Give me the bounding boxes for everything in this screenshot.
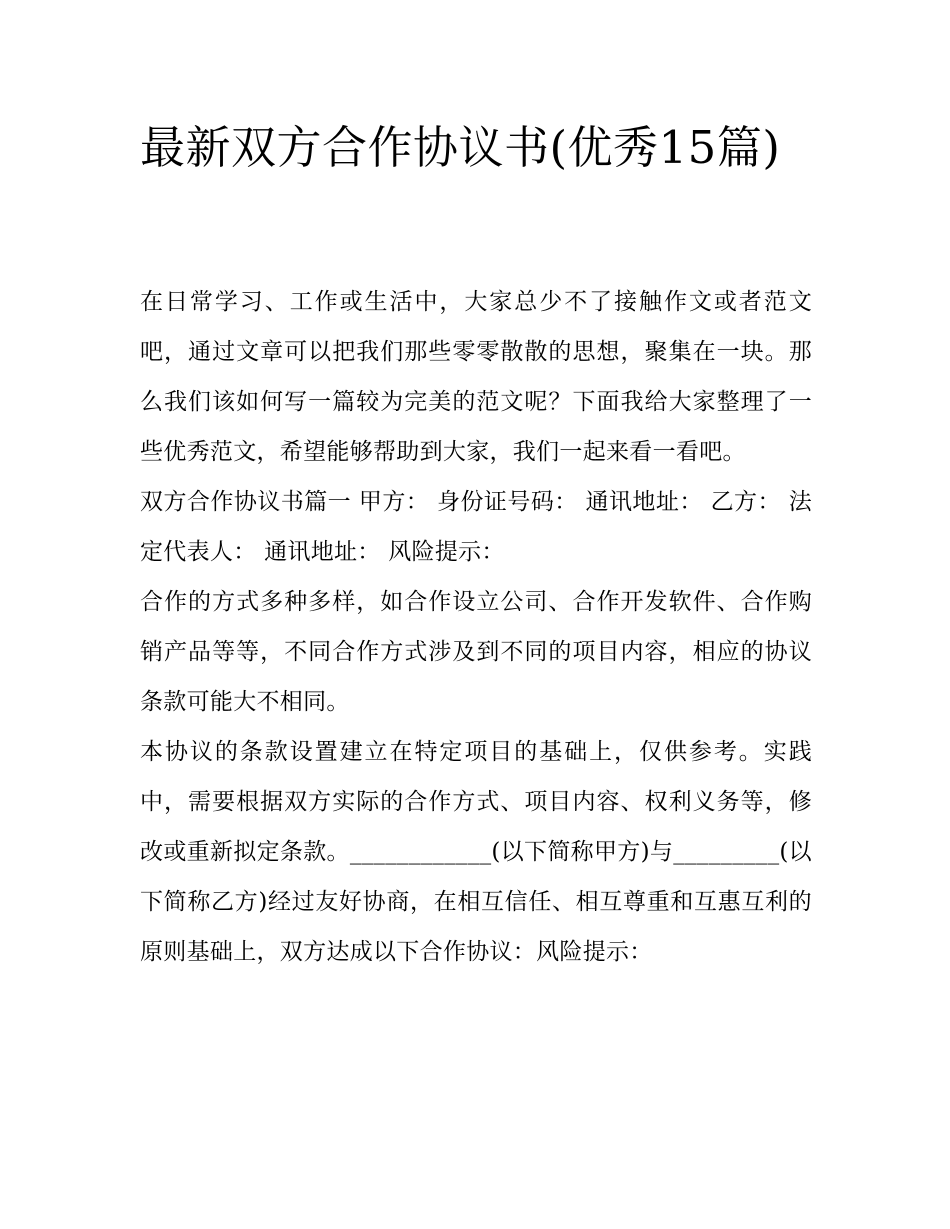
agreement-clause-paragraph: 本协议的条款设置建立在特定项目的基础上，仅供参考。实践中，需要根据双方实际的合作方式、项目内容、权利义务等，修改或重新拟定条款。____________(以下简称甲方)与_________(以下简称乙方)经过友好协商，在相互信任、相互尊重和互惠互利的原则基础上，双方达成以下合作协议：风险提示： [140,739,812,965]
document-title: 最新双方合作协议书(优秀15篇) [140,121,781,174]
document-body [140,277,812,977]
intro-paragraph: 在日常学习、工作或生活中，大家总少不了接触作文或者范文吧，通过文章可以把我们那些零零散散的思想，聚集在一块。那么我们该如何写一篇较为完美的范文呢？下面我给大家整理了一些优秀范文，希望能够帮助到大家，我们一起来看一看吧。 [140,289,812,465]
cooperation-methods-paragraph: 合作的方式多种多样，如合作设立公司、合作开发软件、合作购销产品等等，不同合作方式涉及到不同的项目内容，相应的协议条款可能大不相同。 [140,589,812,715]
parties-paragraph: 双方合作协议书篇一 甲方： 身份证号码： 通讯地址： 乙方： 法定代表人： 通讯地址： 风险提示： [140,489,812,565]
